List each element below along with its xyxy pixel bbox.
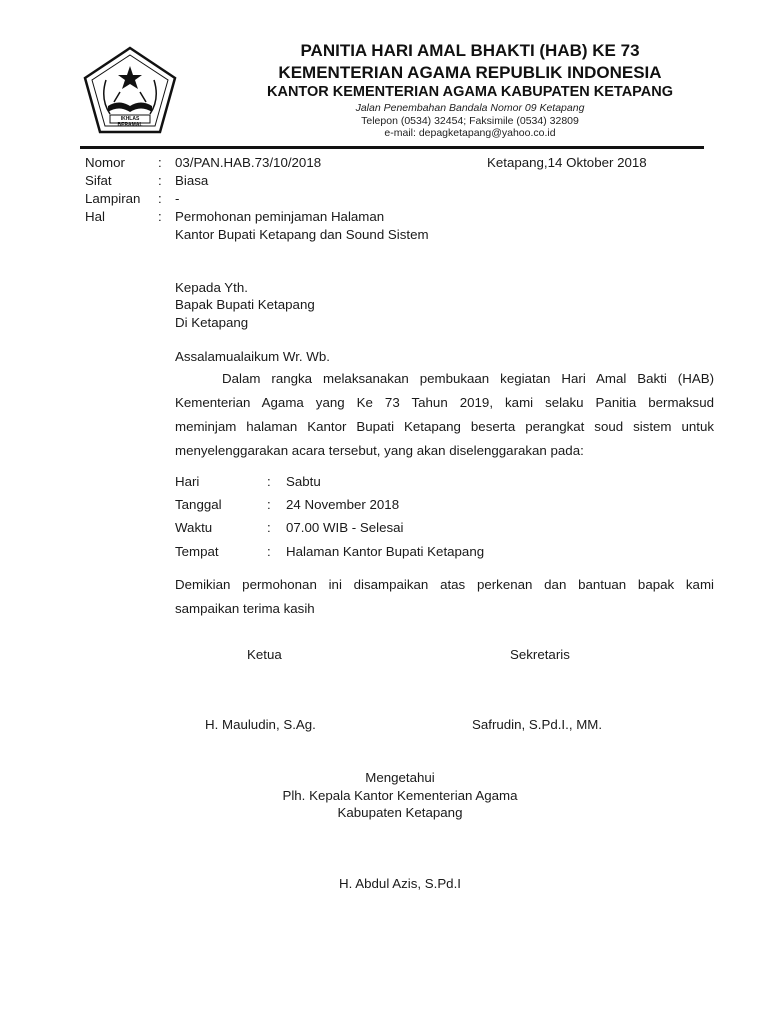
hal-line-2: Kantor Bupati Ketapang dan Sound Sistem [175, 227, 429, 242]
nomor-value: 03/PAN.HAB.73/10/2018 [175, 155, 322, 170]
detail-hari-label: Hari [175, 474, 200, 489]
place-date: Ketapang,14 Oktober 2018 [487, 155, 647, 170]
letterhead-title-1: PANITIA HARI AMAL BHAKTI (HAB) KE 73 [300, 41, 640, 60]
kemenag-logo-icon [80, 44, 180, 140]
closing-paragraph [175, 573, 714, 621]
letterhead-title-3: KANTOR KEMENTERIAN AGAMA KABUPATEN KETAPANG [267, 84, 673, 100]
letterhead-phone: Telepon (0534) 32454; Faksimile (0534) 32809 [361, 115, 579, 127]
detail-tanggal-colon: : [267, 497, 271, 512]
nomor-colon: : [158, 155, 162, 170]
lampiran-value: - [175, 191, 180, 206]
closing-line-2: sampaikan terima kasih [175, 601, 315, 616]
hal-line-1: Permohonan peminjaman Halaman [175, 209, 385, 224]
detail-tempat-label: Tempat [175, 544, 219, 559]
sifat-value: Biasa [175, 173, 209, 188]
detail-tanggal-value: 24 November 2018 [286, 497, 400, 512]
acknowledge-line-1: Mengetahui [365, 770, 435, 785]
detail-waktu-value: 07.00 WIB - Selesai [286, 520, 404, 535]
acknowledge-name: H. Abdul Azis, S.Pd.I [339, 876, 461, 891]
signature-left-name: H. Mauludin, S.Ag. [205, 717, 316, 732]
detail-tempat-colon: : [267, 544, 271, 559]
hal-label: Hal [85, 209, 105, 224]
paragraph-1 [175, 367, 714, 463]
nomor-label: Nomor [85, 155, 125, 170]
hal-colon: : [158, 209, 162, 224]
signature-right-title: Sekretaris [510, 647, 570, 662]
detail-tanggal-label: Tanggal [175, 497, 222, 512]
signature-right-name: Safrudin, S.Pd.I., MM. [472, 717, 603, 732]
recipient-line-3: Di Ketapang [175, 315, 249, 330]
lampiran-colon: : [158, 191, 162, 206]
paragraph-1-line-2: Kementerian Agama yang Ke 73 Tahun 2019, kami selaku Panitia bermaksud [175, 395, 714, 410]
sifat-label: Sifat [85, 173, 112, 188]
letterhead-divider [80, 146, 704, 149]
detail-tempat-value: Halaman Kantor Bupati Ketapang [286, 544, 485, 559]
acknowledge-line-2: Plh. Kepala Kantor Kementerian Agama [282, 788, 518, 803]
sifat-colon: : [158, 173, 162, 188]
salutation: Assalamualaikum Wr. Wb. [175, 349, 330, 364]
paragraph-1-line-1: Dalam rangka melaksanakan pembukaan kegiatan Hari Amal Bakti (HAB) [222, 371, 714, 386]
detail-hari-colon: : [267, 474, 271, 489]
paragraph-1-line-3: meminjam halaman Kantor Bupati Ketapang beserta perangkat soud sistem untuk [175, 419, 714, 434]
letterhead-address: Jalan Penembahan Bandala Nomor 09 Ketapang [355, 102, 585, 114]
signature-left-title: Ketua [247, 647, 282, 662]
letterhead-title-2: KEMENTERIAN AGAMA REPUBLIK INDONESIA [278, 63, 662, 82]
paragraph-1-line-4: menyelenggarakan acara tersebut, yang akan diselenggarakan pada: [175, 443, 584, 458]
detail-waktu-label: Waktu [175, 520, 213, 535]
detail-waktu-colon: : [267, 520, 271, 535]
recipient-line-1: Kepada Yth. [175, 280, 248, 295]
detail-hari-value: Sabtu [286, 474, 321, 489]
recipient-line-2: Bapak Bupati Ketapang [175, 297, 315, 312]
letterhead-email: e-mail: depagketapang@yahoo.co.id [384, 127, 556, 139]
lampiran-label: Lampiran [85, 191, 141, 206]
logo-motto: IKHLAS BERAMAL [117, 116, 143, 128]
acknowledge-line-3: Kabupaten Ketapang [337, 805, 463, 820]
closing-line-1: Demikian permohonan ini disampaikan atas perkenan dan bantuan bapak kami [175, 577, 714, 592]
